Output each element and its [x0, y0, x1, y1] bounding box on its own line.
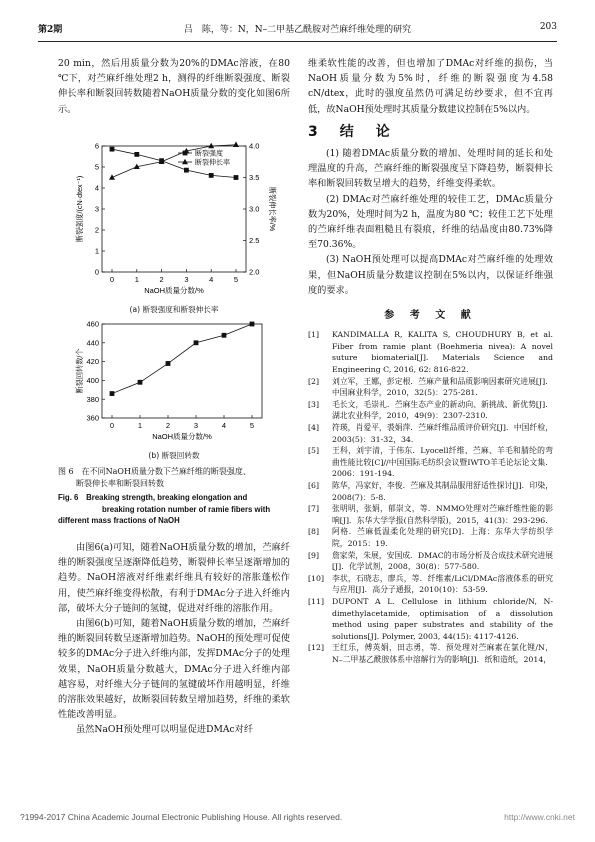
reference-number: [10]: [308, 573, 325, 583]
paragraph: 由图6(a)可知，随着NaOH质量分数的增加，苎麻纤维的断裂强度呈逐渐降低趋势，断裂伸长率呈逐渐增加的趋势。NaOH溶液对纤维素纤维具有较好的溶胀蓬松作用，使苎麻纤维变得松散，有利于DMAc分子进入纤维内部，破坏大分子链间的氢键，促进对纤维的溶胀作用。: [58, 542, 290, 614]
figure-6a: [58, 140, 290, 315]
reference-item: [308, 526, 553, 549]
x-tick-label: 5: [233, 275, 239, 284]
reference-number: [9]: [308, 550, 320, 560]
legend-marker: [182, 159, 188, 164]
subfigure-caption: (b) 断裂回转数: [148, 451, 200, 460]
reference-text: KANDIMALLA R, KALITA S, CHOUDHURY B, et al. Fiber from ramie plant (Boehmeria nivea): A novel suture biomaterial[J]. Materials Science and Engineering C, 2016, 62: 816-822.: [332, 330, 553, 375]
x-tick-label: 0: [109, 421, 115, 430]
y-tick-label: 460: [86, 319, 99, 329]
caption-cn: 图 6 在不同NaOH质量分数下苎麻纤维的断裂强度、: [58, 467, 251, 476]
reference-number: [11]: [308, 596, 325, 606]
reference-number: [3]: [308, 399, 320, 409]
running-title: 吕 陈，等：N，N–二甲基乙酰胺对苎麻纤维处理的研究: [183, 25, 412, 35]
series-line: [112, 324, 252, 394]
figure-6b: [58, 318, 290, 461]
data-point: [250, 322, 255, 327]
reference-item: [308, 596, 553, 642]
y-tick-label: 6: [94, 141, 99, 151]
reference-number: [12]: [308, 643, 325, 653]
x-tick-label: 3: [184, 275, 189, 284]
conclusion-item: (1) 随着DMAc质量分数的增加、处理时间的延长和处理温度的升高，苎麻纤维的断裂强度呈下降趋势，断裂伸长率和断裂回转数呈增大的趋势，纤维变得柔软。: [308, 148, 553, 190]
reference-text: 毛长文，毛崇礼．苎麻生态产业的新动向、新挑战、新优势[J]．湖北农业科学，2010，49(9)：2307-2310.: [332, 399, 553, 421]
y-tick-label: 4: [94, 183, 99, 193]
reference-number: [6]: [308, 480, 320, 490]
footer-url: http://www.cnki.net: [504, 812, 575, 822]
reference-item: [308, 480, 553, 503]
reference-item: [308, 399, 553, 422]
y2-tick-label: 3.0: [249, 204, 260, 214]
y-tick-label: 2: [94, 225, 99, 235]
x-tick-label: 5: [249, 421, 255, 430]
reference-item: [308, 573, 553, 596]
data-point: [134, 152, 139, 157]
y-tick-label: 3: [94, 204, 99, 214]
copyright-notice: ?1994-2017 China Academic Journal Electronic Publishing House. All rights reserved.: [20, 812, 343, 822]
y2-axis-label: 断裂伸长率/%: [268, 186, 277, 232]
paragraph: 20 min，然后用质量分数为20%的DMAc溶液，在80 ℃下，对苎麻纤维处理2 h，测得的纤维断裂强度、断裂伸长率和断裂回转数随着NaOH质量分数的变化如图6所示。: [58, 58, 290, 115]
x-axis-label: NaOH质量分数/%: [152, 432, 212, 441]
reference-text: 张明明，张娟，郁崇文，等．NMMO处理对苎麻纤维性能的影响[J]．东华大学学报(自然科学版)，2015，41(3)：293-296.: [332, 504, 553, 525]
chart-6a: [58, 140, 290, 300]
data-point: [184, 168, 189, 173]
y-tick-label: 420: [86, 357, 99, 367]
left-column-top: [58, 56, 290, 117]
plot-frame: [102, 324, 262, 418]
paragraph: 虽然NaOH预处理可以明显促进DMAc对纤: [76, 724, 254, 736]
x-tick-label: 3: [193, 421, 199, 430]
y-tick-label: 1: [94, 246, 99, 256]
reference-number: [5]: [308, 446, 320, 456]
x-tick-label: 4: [221, 421, 227, 430]
reference-text: 阿格．苎麻低温柔化处理的研究[D]．上海：东华大学纺织学院，2015：19.: [332, 527, 553, 548]
page-footer: [20, 812, 575, 822]
y-tick-label: 5: [94, 162, 99, 172]
reference-text: 詹家荣，朱展，安国成．DMAC的市场分析及合成技术研究进展[J]．化学试剂，2008，30(8)：577-580.: [332, 550, 553, 572]
paragraph: 由图6(b)可知，随着NaOH质量分数的增加，苎麻纤维的断裂回转数呈逐渐增加趋势。NaOH的预处理可促使较多的DMAc分子进入纤维内部，发挥DMAc分子的处理效果，NaOH质量分数越大，DMAc分子进入纤维内部越容易，对纤维大分子链间的氢键破坏作用越明显，纤维的溶胀效果越好，故断裂回转数呈增加趋势，纤维的柔软性能改善明显。: [58, 618, 290, 721]
reference-text: 李状，石晓志，廖兵，等．纤维素/LiCl/DMAc溶液体系的研究与应用[J]．高分子通报，2010(10)：53-59.: [332, 573, 553, 595]
reference-number: [4]: [308, 423, 320, 432]
x-tick-label: 2: [159, 275, 164, 284]
reference-number: [8]: [308, 527, 320, 537]
x-tick-label: 2: [165, 421, 171, 430]
x-axis-label: NaOH质量分数/%: [144, 286, 204, 295]
page-number: 203: [539, 22, 557, 32]
caption-en: breaking rotation number of ramie fibers with: [102, 504, 271, 514]
y2-tick-label: 3.5: [249, 173, 260, 183]
y-tick-label: 380: [86, 394, 99, 404]
y-tick-label: 360: [86, 413, 99, 423]
references-heading: 参 考 文 献: [384, 310, 477, 322]
reference-item: [308, 642, 553, 665]
reference-item: [308, 445, 553, 480]
reference-text: 符瑛，肖爱平，裘娟萍．苎麻纤维品质评价研究[J]．中国纤检，2003(5)：31-32，34.: [332, 423, 553, 444]
y2-tick-label: 2.0: [249, 267, 260, 277]
y-axis-label: 断裂强度/(cN·dtex⁻¹): [75, 175, 84, 243]
data-point: [138, 380, 143, 385]
data-point: [209, 173, 214, 178]
conclusion-item: (3) NaOH预处理可以提高DMAc对苎麻纤维的处理效果，但NaOH质量分数建议控制在5%以内，以保证纤维强度的要求。: [308, 254, 553, 296]
data-point: [110, 147, 115, 152]
running-header: [38, 22, 557, 40]
right-column: [308, 56, 553, 665]
y-tick-label: 0: [94, 267, 99, 277]
reference-text: 刘立军，王娜，彭定根．苎麻产量和品质影响因素研究进展[J]．中国麻业科学，2010，32(5)：275-281.: [332, 376, 553, 398]
caption-en: Fig. 6 Breaking strength, breaking elongation and: [58, 493, 248, 502]
chart-6b: [58, 318, 290, 446]
reference-text: 陈华，冯家好，李俊．苎麻及其制品服用舒适性探讨[J]．印染，2008(7)：5-8.: [332, 480, 553, 502]
left-column-body: [58, 540, 290, 738]
reference-number: [7]: [308, 504, 320, 514]
data-point: [166, 361, 171, 366]
x-tick-label: 1: [137, 421, 143, 430]
reference-text: DUPONT A L. Cellulose in lithium chloride/N, N-dimethylacetamide, optimisation of a dissolution method using paper substrates and stability of the solutions[J]. Polymer, 2003, 44(15): 4117-4126.: [332, 596, 553, 641]
y-axis-label: 断裂回转数/个: [75, 348, 84, 394]
y-tick-label: 440: [86, 338, 99, 348]
caption-en: different mass fractions of NaOH: [58, 516, 180, 525]
reference-item: [308, 329, 553, 375]
reference-number: [1]: [308, 330, 320, 340]
legend-marker: [183, 151, 188, 156]
x-tick-label: 1: [134, 275, 139, 284]
figure-caption: [58, 466, 290, 527]
legend-label: 断裂伸长率: [195, 159, 230, 167]
reference-item: [308, 503, 553, 526]
reference-text: 王红乐，傅英娟，田志勇，等．预处理对苎麻素在氯化锂/N，N–二甲基乙酰胺体系中溶解行为的影响[J]．纸和造纸，2014，: [332, 643, 553, 664]
y-tick-label: 400: [86, 376, 99, 385]
paragraph: 维柔软性能的改善，但也增加了DMAc对纤维的损伤，当NaOH质量分数为5%时，纤维的断裂强度为4.58 cN/dtex，此时的强度虽然仍可满足纺纱要求，但不宜再低，故NaOH预处理时其质量分数建议控制在5%以内。: [308, 58, 553, 115]
data-point: [222, 333, 227, 338]
reference-item: [308, 550, 553, 573]
section-heading: 3 结 论: [308, 123, 394, 140]
header-rule: [38, 41, 557, 42]
caption-cn: 断裂伸长率和断裂回转数: [76, 479, 164, 488]
x-tick-label: 4: [209, 275, 214, 284]
x-tick-label: 0: [109, 275, 115, 284]
data-point: [233, 142, 239, 147]
y2-tick-label: 2.5: [249, 236, 260, 246]
data-point: [234, 175, 239, 180]
reference-item: [308, 376, 553, 399]
reference-text: 王科，刘宇清，于伟东．Lyocell纤维、苎麻、羊毛和腈纶的弯曲性能比较[C]//中国国际毛纺织会议暨IWTO羊毛论坛论文集．2006：191-194.: [332, 446, 553, 479]
y2-tick-label: 4.0: [249, 141, 260, 151]
reference-list: [308, 329, 553, 665]
reference-item: [308, 422, 553, 445]
issue-number: 第2期: [38, 25, 63, 35]
legend-label: 断裂强度: [195, 150, 223, 158]
data-point: [110, 391, 115, 396]
data-point: [194, 340, 199, 345]
reference-number: [2]: [308, 376, 320, 386]
conclusion-item: (2) DMAc对苎麻纤维处理的较佳工艺，DMAc质量分数为20%，处理时间为2 h，温度为80 ℃；较佳工艺下处理的苎麻纤维表面粗糙且有裂痕，纤维的结晶度由80.73%降至70.36%。: [308, 193, 553, 251]
subfigure-caption: (a) 断裂强度和断裂伸长率: [129, 305, 219, 314]
